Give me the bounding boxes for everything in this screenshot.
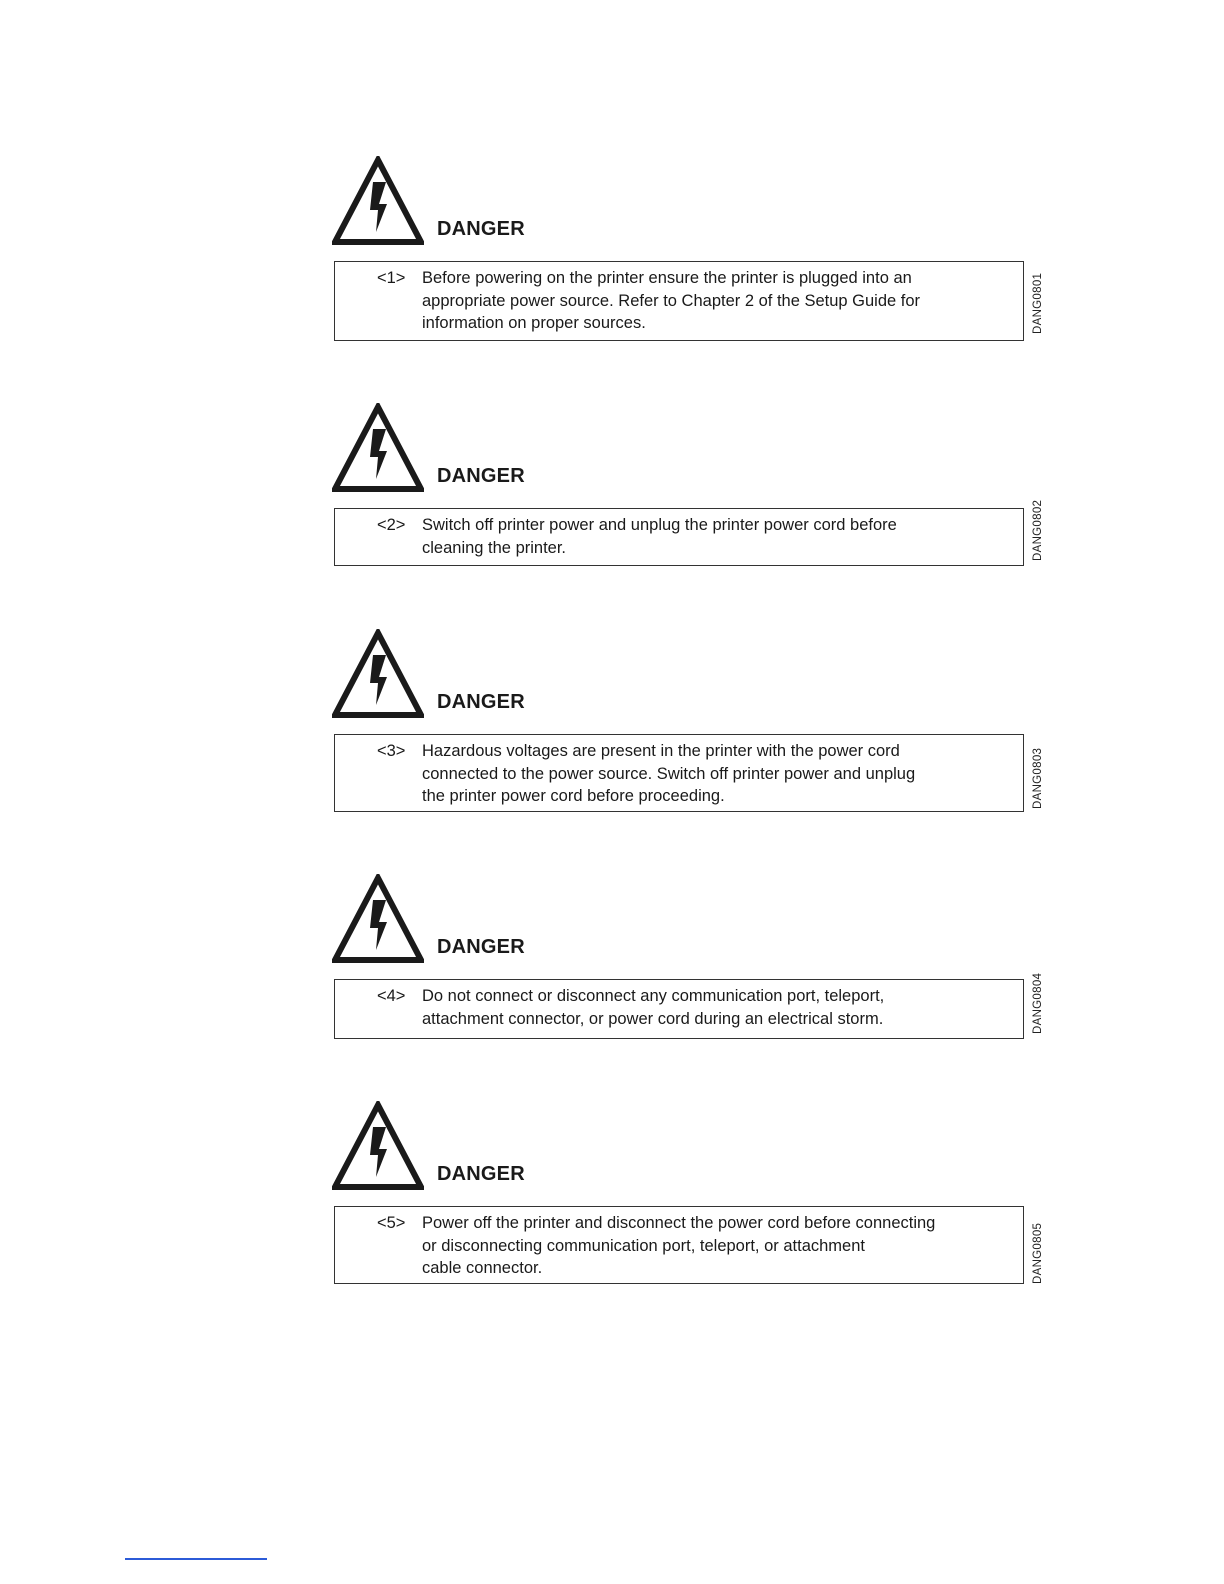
footnote-divider [125, 1558, 267, 1560]
message-text [422, 1212, 1012, 1280]
message-line: Hazardous voltages are present in the printer with the power cord [422, 742, 900, 760]
message-number: <3> [377, 742, 406, 760]
danger-code: DANG0802 [1032, 499, 1044, 561]
danger-code: DANG0803 [1032, 747, 1044, 809]
message-line: attachment connector, or power cord during an electrical storm. [422, 1009, 884, 1028]
message-line: information on proper sources. [422, 314, 646, 332]
electrical-hazard-icon [332, 629, 424, 719]
message-number: <1> [377, 269, 406, 287]
message-number: <5> [377, 1214, 406, 1232]
electrical-hazard-icon [332, 1101, 424, 1191]
danger-notice-4 [332, 874, 1052, 1044]
message-number: <4> [377, 987, 406, 1005]
danger-heading: DANGER [437, 465, 525, 487]
message-line: Do not connect or disconnect any communication port, teleport, [422, 987, 885, 1005]
electrical-hazard-icon [332, 874, 424, 964]
electrical-hazard-icon [332, 156, 424, 246]
message-line: Switch off printer power and unplug the printer power cord before [422, 516, 897, 534]
message-line: Power off the printer and disconnect the power cord before connecting [422, 1214, 936, 1232]
message-text [422, 514, 1012, 559]
danger-message-box [334, 979, 1024, 1039]
danger-code: DANG0801 [1032, 272, 1044, 334]
danger-heading: DANGER [437, 218, 525, 240]
danger-message-box [334, 1206, 1024, 1284]
danger-message-box [334, 734, 1024, 812]
message-text [422, 740, 1012, 808]
message-text [422, 267, 1012, 335]
message-line: or disconnecting communication port, teleport, or attachment [422, 1236, 865, 1255]
electrical-hazard-icon [332, 403, 424, 493]
message-line: appropriate power source. Refer to Chapter 2 of the Setup Guide for [422, 291, 921, 310]
message-text [422, 985, 1012, 1030]
danger-message-box [334, 261, 1024, 341]
message-number: <2> [377, 516, 406, 534]
danger-heading: DANGER [437, 691, 525, 713]
danger-heading: DANGER [437, 936, 525, 958]
message-line: Before powering on the printer ensure the printer is plugged into an [422, 269, 912, 287]
message-line: cable connector. [422, 1259, 543, 1277]
danger-notice-2 [332, 403, 1052, 573]
danger-heading: DANGER [437, 1163, 525, 1185]
danger-notice-1 [332, 156, 1052, 346]
message-line: cleaning the printer. [422, 538, 567, 557]
danger-notice-3 [332, 629, 1052, 819]
message-line: connected to the power source. Switch off printer power and unplug [422, 764, 916, 783]
message-line: the printer power cord before proceeding. [422, 787, 725, 805]
danger-code: DANG0805 [1032, 1222, 1044, 1284]
danger-notice-5 [332, 1101, 1052, 1291]
danger-message-box [334, 508, 1024, 566]
danger-code: DANG0804 [1032, 972, 1044, 1034]
